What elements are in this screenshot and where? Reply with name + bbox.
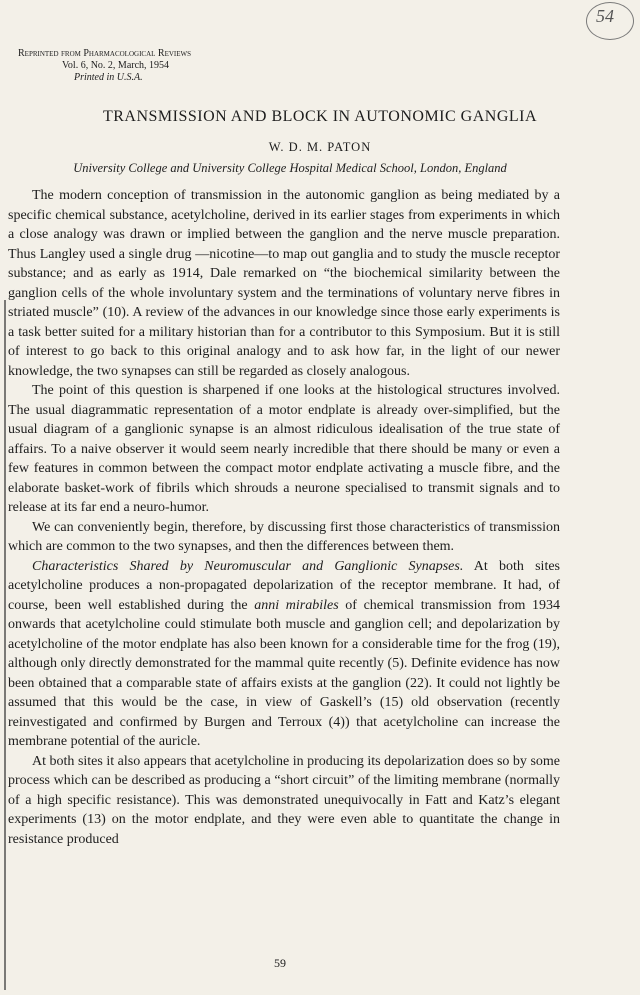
page-number: 59 (274, 956, 286, 970)
paragraph-5: At both sites it also appears that acetylcholine in producing its depolarization does so by some process which can be described as producing a “short circuit” of the limiting membrane (normally of a high specific resistance). This was demonstrated unequivocally in Fatt and Katz’s elegant experiments (13) on the motor endplate, and they were even able to quantitate the change in resistance produced (8, 753, 560, 847)
paragraph-4-text-a: At both sites acetylcholine produces a non-propagated depolarization of the receptor membrane. It had, of course, been well established during the (8, 558, 560, 613)
paragraph-1: The modern conception of transmission in the autonomic ganglion as being mediated by a specific chemical substance, acetylcholine, derived in its earlier stages from experiments in which a close analogy was drawn or implied between the ganglion and the nerve muscle preparation. Thus Langley used a single drug —nicotine—to map out ganglia and to study the muscle receptor substance; and as early as 1914, Dale remarked on “the biochemical similarity between the ganglion cells of the whole involuntary system and the terminations of voluntary nerve fibres in striated muscle” (10). A review of the advances in our knowledge since those early experiments is a task better suited for a military historian than for a contributor to this Symposium. But it is still of interest to go back to this original analogy and to ask how far, in the light of our newer knowledge, the two synapses can still be regarded as closely analogous. (8, 188, 560, 379)
handwritten-folio-number: 54 (596, 6, 614, 26)
paragraph-4 (8, 557, 560, 752)
reprint-printed: Printed in U.S.A. (74, 72, 143, 83)
binding-rule (4, 300, 6, 990)
article-title: TRANSMISSION AND BLOCK IN AUTONOMIC GANGLIA (102, 108, 538, 125)
paragraph-2: The point of this question is sharpened if one looks at the histological structures involved. The usual diagrammatic representation of a motor endplate is already over-simplified, but the usual diagram of a ganglionic synapse is an almost ridiculous idealisation of the true state of affairs. To a naive observer it would seem nearly incredible that there should be many or even a few features in common between the compact motor endplate activating a muscle fibre, and the elaborate basket-work of fibrils which shrouds a neurone specialised to transmit signals and to release at its far end a neuro-humor. (8, 383, 560, 515)
paragraph-4-text-b: of chemical transmission from 1934 onwards that acetylcholine could stimulate both muscle and ganglion cell; and depolarization by acetylcholine of the motor endplate has also been known for a considerable time for the frog (19), although only directly demonstrated for the mammal quite recently (5). Definite evidence has now been obtained that a comparable state of affairs exists at the ganglion (22). It could not lightly be assumed that this would be the case, in view of Gaskell’s (15) old observation (recently reinvestigated and confirmed by Burgen and Terroux (4)) that acetylcholine can increase the membrane potential of the auricle. (8, 597, 560, 749)
affiliation: University College and University College Hospital Medical School, London, England (73, 161, 507, 175)
reprint-volume: Vol. 6, No. 2, March, 1954 (62, 60, 170, 71)
paragraph-3: We can conveniently begin, therefore, by discussing first those characteristics of transmission which are common to the two synapses, and then the differences between them. (8, 519, 560, 554)
reprint-source: Reprinted from Pharmacological Reviews (18, 48, 192, 59)
article-body (8, 186, 560, 849)
author: W. D. M. PATON (268, 140, 372, 154)
reprint-notice (18, 48, 191, 84)
section-heading: Characteristics Shared by Neuromuscular and Ganglionic Synapses. (32, 558, 464, 574)
paragraph-4-emphasis: anni mirabiles (254, 597, 339, 613)
